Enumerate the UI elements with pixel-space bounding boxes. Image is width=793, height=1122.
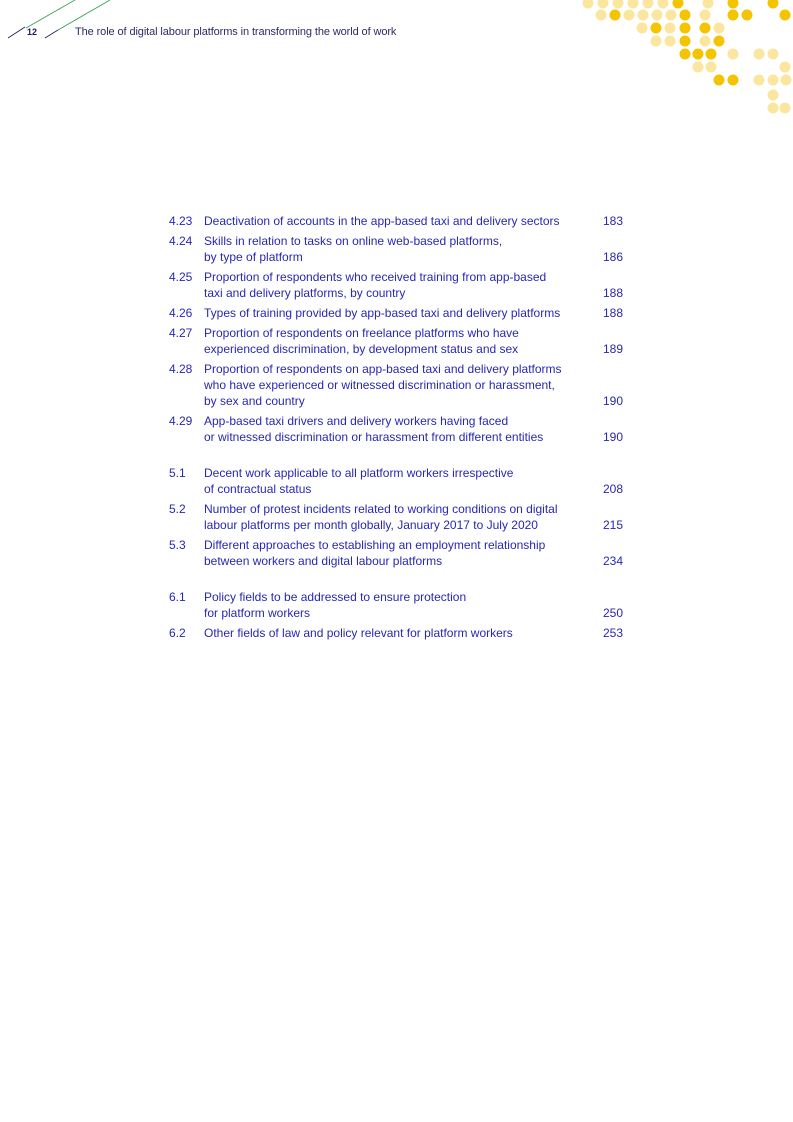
toc-entry[interactable] xyxy=(169,501,639,533)
decorative-dot xyxy=(768,0,779,9)
decorative-dot xyxy=(706,62,717,73)
entry-number: 4.24 xyxy=(169,234,193,248)
entry-title: Proportion of respondents on app-based taxi and delivery platforms who have experienced or witnessed discrimination or harassment, by sex and country xyxy=(204,362,562,408)
decorative-dot xyxy=(680,23,691,34)
entry-title: Skills in relation to tasks on online web-based platforms, by type of platform xyxy=(204,234,503,264)
entry-page-number: 186 xyxy=(602,250,623,264)
toc-group xyxy=(169,213,639,445)
decorative-dot xyxy=(768,90,779,101)
entry-title: Number of protest incidents related to working conditions on digital labour platforms per month globally, January 2017 to July 2020 xyxy=(204,502,558,532)
decorative-dot-pattern xyxy=(570,0,793,120)
entry-title: Decent work applicable to all platform workers irrespective of contractual status xyxy=(204,466,514,496)
decorative-dot xyxy=(665,36,676,47)
decorative-dot xyxy=(780,62,791,73)
decorative-dot xyxy=(706,49,717,60)
entry-title: Proportion of respondents who received training from app-based taxi and delivery platforms, by country xyxy=(204,270,547,300)
decorative-dot xyxy=(673,0,684,9)
decorative-dot xyxy=(638,10,649,21)
decorative-dot xyxy=(613,0,624,9)
entry-title: Types of training provided by app-based taxi and delivery platforms xyxy=(204,306,561,320)
entry-page-number: 183 xyxy=(602,214,623,228)
decorative-dot xyxy=(700,23,711,34)
entry-page-number: 253 xyxy=(602,626,623,640)
decorative-dot xyxy=(703,0,714,9)
decorative-dot xyxy=(754,75,765,86)
toc-entry[interactable] xyxy=(169,589,639,621)
decorative-dot xyxy=(693,49,704,60)
decorative-dot xyxy=(728,0,739,9)
toc-entry[interactable] xyxy=(169,269,639,301)
entry-number: 4.26 xyxy=(169,306,193,320)
decorative-dot xyxy=(637,23,648,34)
toc-entry[interactable] xyxy=(169,213,639,229)
decorative-dot xyxy=(658,0,669,9)
entry-page-number: 190 xyxy=(602,430,623,444)
entry-number: 6.1 xyxy=(169,590,186,604)
toc-entry[interactable] xyxy=(169,413,639,445)
entry-title: Different approaches to establishing an employment relationship between workers and digital labour platforms xyxy=(204,538,546,568)
decorative-dot xyxy=(754,49,765,60)
toc-entry[interactable] xyxy=(169,465,639,497)
entry-page-number: 189 xyxy=(602,342,623,356)
entry-number: 4.23 xyxy=(169,214,193,228)
entry-number: 4.27 xyxy=(169,326,193,340)
decorative-dot xyxy=(643,0,654,9)
running-title: The role of digital labour platforms in transforming the world of work xyxy=(75,26,397,38)
decorative-dot xyxy=(610,10,621,21)
decorative-dot xyxy=(728,49,739,60)
entry-number: 4.29 xyxy=(169,414,193,428)
entry-title: Policy fields to be addressed to ensure protection for platform workers xyxy=(204,590,467,620)
entry-page-number: 234 xyxy=(602,554,623,568)
decorative-dot xyxy=(666,10,677,21)
toc-entry[interactable] xyxy=(169,625,639,641)
decorative-dot xyxy=(700,36,711,47)
entry-number: 5.2 xyxy=(169,502,186,516)
decorative-dot xyxy=(680,10,691,21)
toc-group xyxy=(169,465,639,569)
entry-page-number: 190 xyxy=(602,394,623,408)
table-of-figures xyxy=(169,213,639,645)
decorative-dot xyxy=(651,23,662,34)
entry-title: Proportion of respondents on freelance platforms who have experienced discrimination, by development status and sex xyxy=(204,326,519,356)
toc-entry[interactable] xyxy=(169,325,639,357)
decorative-dot xyxy=(598,0,609,9)
decorative-dot xyxy=(781,75,792,86)
entry-number: 5.3 xyxy=(169,538,186,552)
decorative-dot xyxy=(728,75,739,86)
decorative-dot xyxy=(624,10,635,21)
decorative-dot xyxy=(780,10,791,21)
toc-group xyxy=(169,589,639,641)
entry-page-number: 250 xyxy=(602,606,623,620)
decorative-dot xyxy=(665,23,676,34)
decorative-dot xyxy=(768,103,779,114)
entry-page-number: 215 xyxy=(602,518,623,532)
decorative-dot xyxy=(768,49,779,60)
decorative-dot xyxy=(728,10,739,21)
decorative-dot xyxy=(714,36,725,47)
page-number: 12 xyxy=(27,27,38,37)
entry-number: 4.25 xyxy=(169,270,193,284)
toc-entry[interactable] xyxy=(169,361,639,409)
decorative-dot xyxy=(652,10,663,21)
decorative-dot xyxy=(768,75,779,86)
decorative-dot xyxy=(742,10,753,21)
entry-page-number: 208 xyxy=(602,482,623,496)
decorative-dot xyxy=(628,0,639,9)
toc-entry[interactable] xyxy=(169,305,639,321)
entry-number: 4.28 xyxy=(169,362,193,376)
entry-number: 6.2 xyxy=(169,626,186,640)
entry-title: Other fields of law and policy relevant for platform workers xyxy=(204,626,513,640)
toc-entry[interactable] xyxy=(169,233,639,265)
decorative-dot xyxy=(780,103,791,114)
entry-number: 5.1 xyxy=(169,466,186,480)
entry-title: App-based taxi drivers and delivery workers having faced or witnessed discrimination or harassment from different entities xyxy=(204,414,544,444)
entry-page-number: 188 xyxy=(602,306,623,320)
decorative-dot xyxy=(583,0,594,9)
header-decorative-lines xyxy=(0,0,120,45)
toc-entry[interactable] xyxy=(169,537,639,569)
entry-page-number: 188 xyxy=(602,286,623,300)
decorative-dot xyxy=(700,10,711,21)
decorative-dot xyxy=(680,49,691,60)
decorative-dot xyxy=(596,10,607,21)
decorative-dot xyxy=(680,36,691,47)
decorative-dot xyxy=(714,23,725,34)
decorative-dot xyxy=(693,62,704,73)
entry-title: Deactivation of accounts in the app-based taxi and delivery sectors xyxy=(204,214,560,228)
decorative-dot xyxy=(714,75,725,86)
decorative-dot xyxy=(651,36,662,47)
